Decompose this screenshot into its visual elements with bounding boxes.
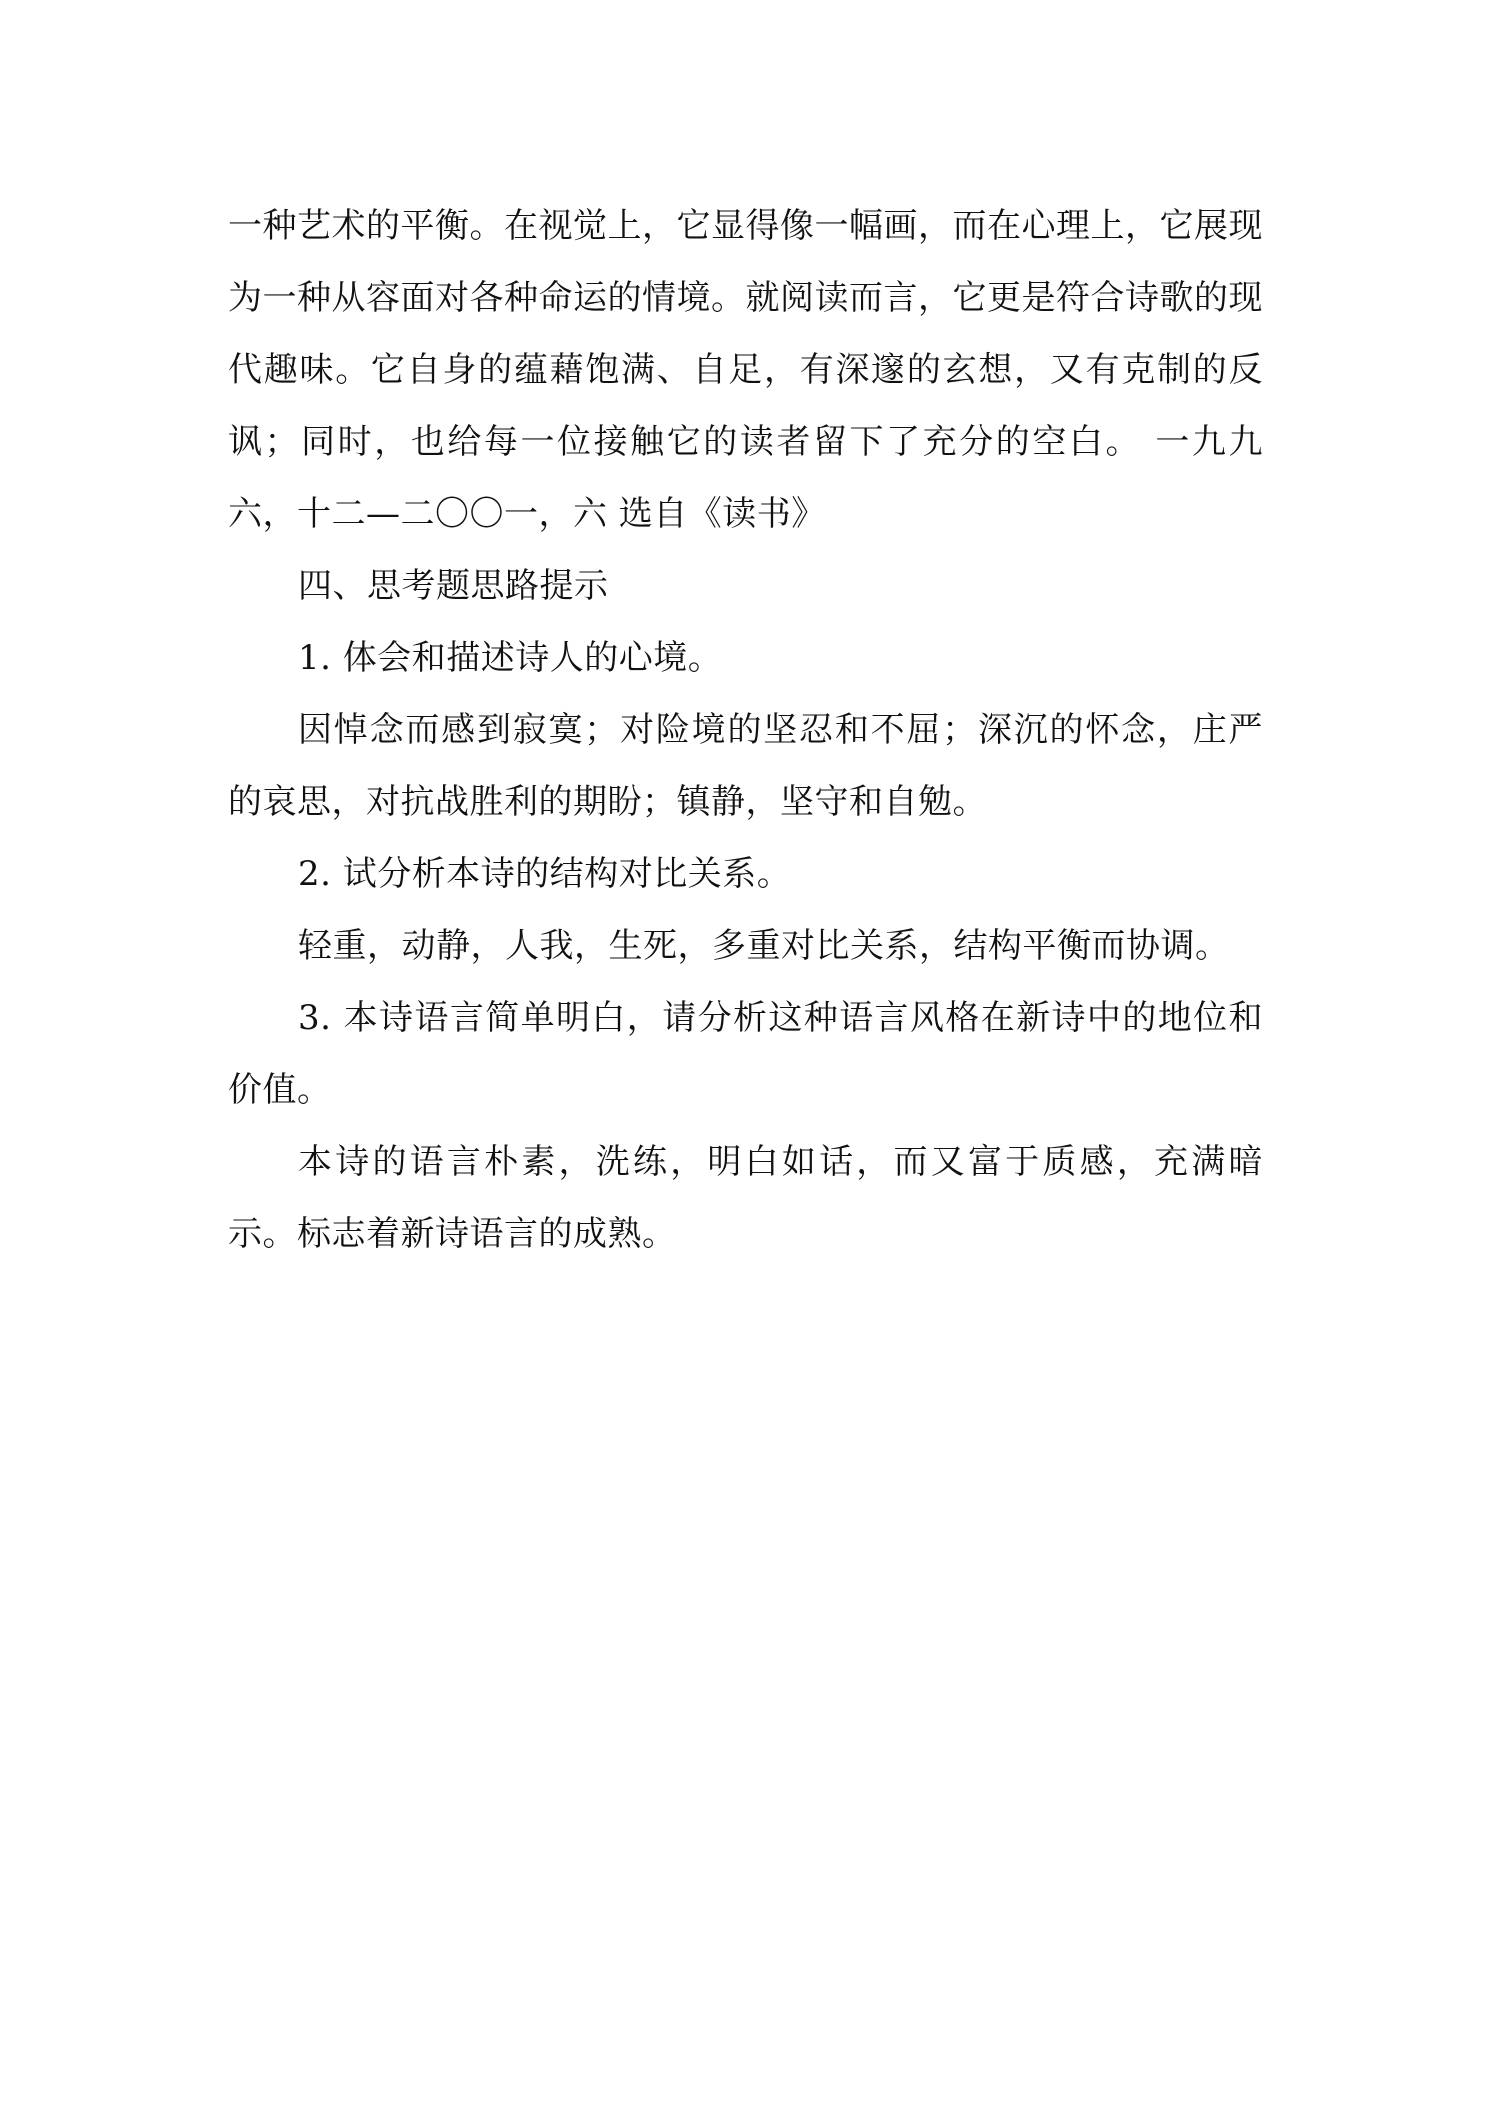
answer-1: 因悼念而感到寂寞；对险境的坚忍和不屈；深沉的怀念，庄严的哀思，对抗战胜利的期盼；镇静，坚守和自勉。 bbox=[228, 710, 1263, 822]
document-body bbox=[228, 190, 1263, 1270]
section-heading-thinking-questions: 四、思考题思路提示 bbox=[298, 566, 609, 606]
question-3: 3. 本诗语言简单明白，请分析这种语言风格在新诗中的地位和价值。 bbox=[228, 998, 1263, 1110]
question-2: 2. 试分析本诗的结构对比关系。 bbox=[298, 854, 792, 894]
paragraph-essay-conclusion: 一种艺术的平衡。在视觉上，它显得像一幅画，而在心理上，它展现为一种从容面对各种命运的情境。就阅读而言，它更是符合诗歌的现代趣味。它自身的蕴藉饱满、自足，有深邃的玄想，又有克制的反讽；同时，也给每一位接触它的读者留下了充分的空白。 一九九六，十二—二〇〇一，六 选自《读书》 bbox=[228, 206, 1263, 534]
answer-2: 轻重，动静，人我，生死，多重对比关系，结构平衡而协调。 bbox=[298, 926, 1230, 966]
question-1: 1. 体会和描述诗人的心境。 bbox=[298, 638, 723, 678]
answer-3: 本诗的语言朴素，洗练，明白如话，而又富于质感，充满暗示。标志着新诗语言的成熟。 bbox=[228, 1142, 1263, 1254]
